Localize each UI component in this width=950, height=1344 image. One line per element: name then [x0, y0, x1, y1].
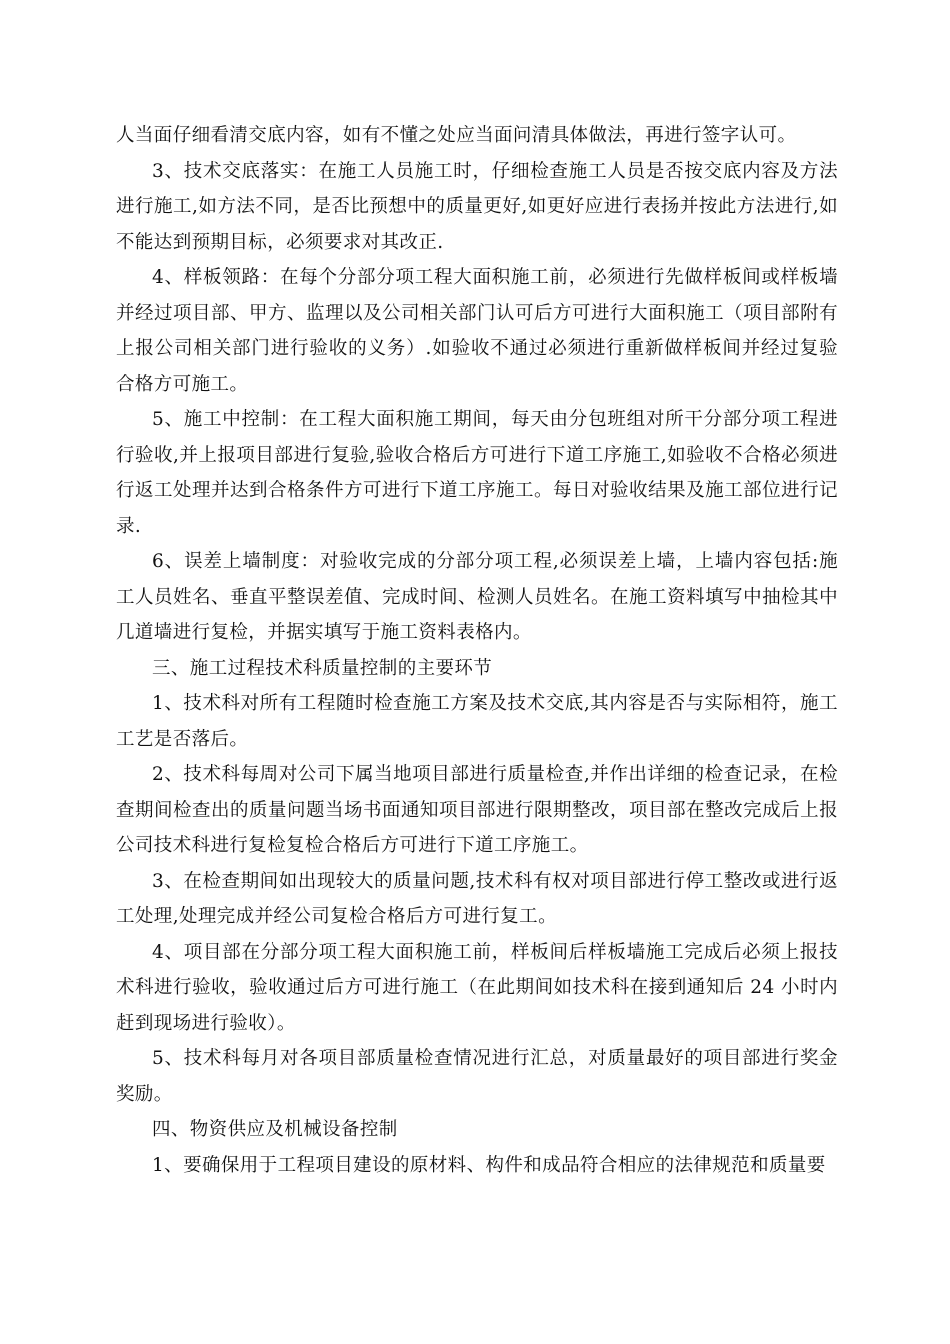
document-body	[116, 118, 838, 1183]
paragraph-4: 5、施工中控制：在工程大面积施工期间，每天由分包班组对所干分部分项工程进行验收,并上报项目部进行复验,验收合格后方可进行下道工序施工,如验收不合格必须进行返工处理并达到合格条件方可进行下道工序施工。每日对验收结果及施工部位进行记录.	[116, 409, 838, 537]
paragraph-10: 5、技术科每月对各项目部质量检查情况进行汇总，对质量最好的项目部进行奖金奖励。	[116, 1048, 838, 1105]
paragraph-1: 人当面仔细看清交底内容，如有不懂之处应当面问清具体做法，再进行签字认可。	[116, 125, 797, 146]
paragraph-8: 3、在检查期间如出现较大的质量问题,技术科有权对项目部进行停工整改或进行返工处理,处理完成并经公司复检合格后方可进行复工。	[116, 870, 838, 927]
section-heading-4: 四、物资供应及机械设备控制	[152, 1119, 398, 1140]
paragraph-5: 6、误差上墙制度：对验收完成的分部分项工程,必须误差上墙，上墙内容包括:施工人员姓名、垂直平整误差值、完成时间、检测人员姓名。在施工资料填写中抽检其中几道墙进行复检，并据实填写于施工资料表格内。	[116, 551, 838, 643]
paragraph-11: 1、要确保用于工程项目建设的原材料、构件和成品符合相应的法律规范和质量要	[152, 1154, 826, 1176]
paragraph-9: 4、项目部在分部分项工程大面积施工前，样板间后样板墙施工完成后必须上报技术科进行验收，验收通过后方可进行施工（在此期间如技术科在接到通知后 24 小时内赶到现场进行验收）。	[116, 941, 838, 1034]
section-heading-3: 三、施工过程技术科质量控制的主要环节	[152, 657, 493, 679]
paragraph-7: 2、技术科每周对公司下属当地项目部进行质量检查,并作出详细的检查记录，在检查期间检查出的质量问题当场书面通知项目部进行限期整改，项目部在整改完成后上报公司技术科进行复检复检合格后方可进行下道工序施工。	[116, 764, 838, 856]
paragraph-3: 4、样板领路：在每个分部分项工程大面积施工前，必须进行先做样板间或样板墙并经过项目部、甲方、监理以及公司相关部门认可后方可进行大面积施工（项目部附有上报公司相关部门进行验收的义务）.如验收不通过必须进行重新做样板间并经过复验合格方可施工。	[116, 267, 838, 395]
paragraph-6: 1、技术科对所有工程随时检查施工方案及技术交底,其内容是否与实际相符，施工工艺是否落后。	[116, 693, 838, 750]
paragraph-2: 3、技术交底落实：在施工人员施工时，仔细检查施工人员是否按交底内容及方法进行施工,如方法不同，是否比预想中的质量更好,如更好应进行表扬并按此方法进行,如不能达到预期目标，必须要求对其改正.	[116, 160, 838, 253]
